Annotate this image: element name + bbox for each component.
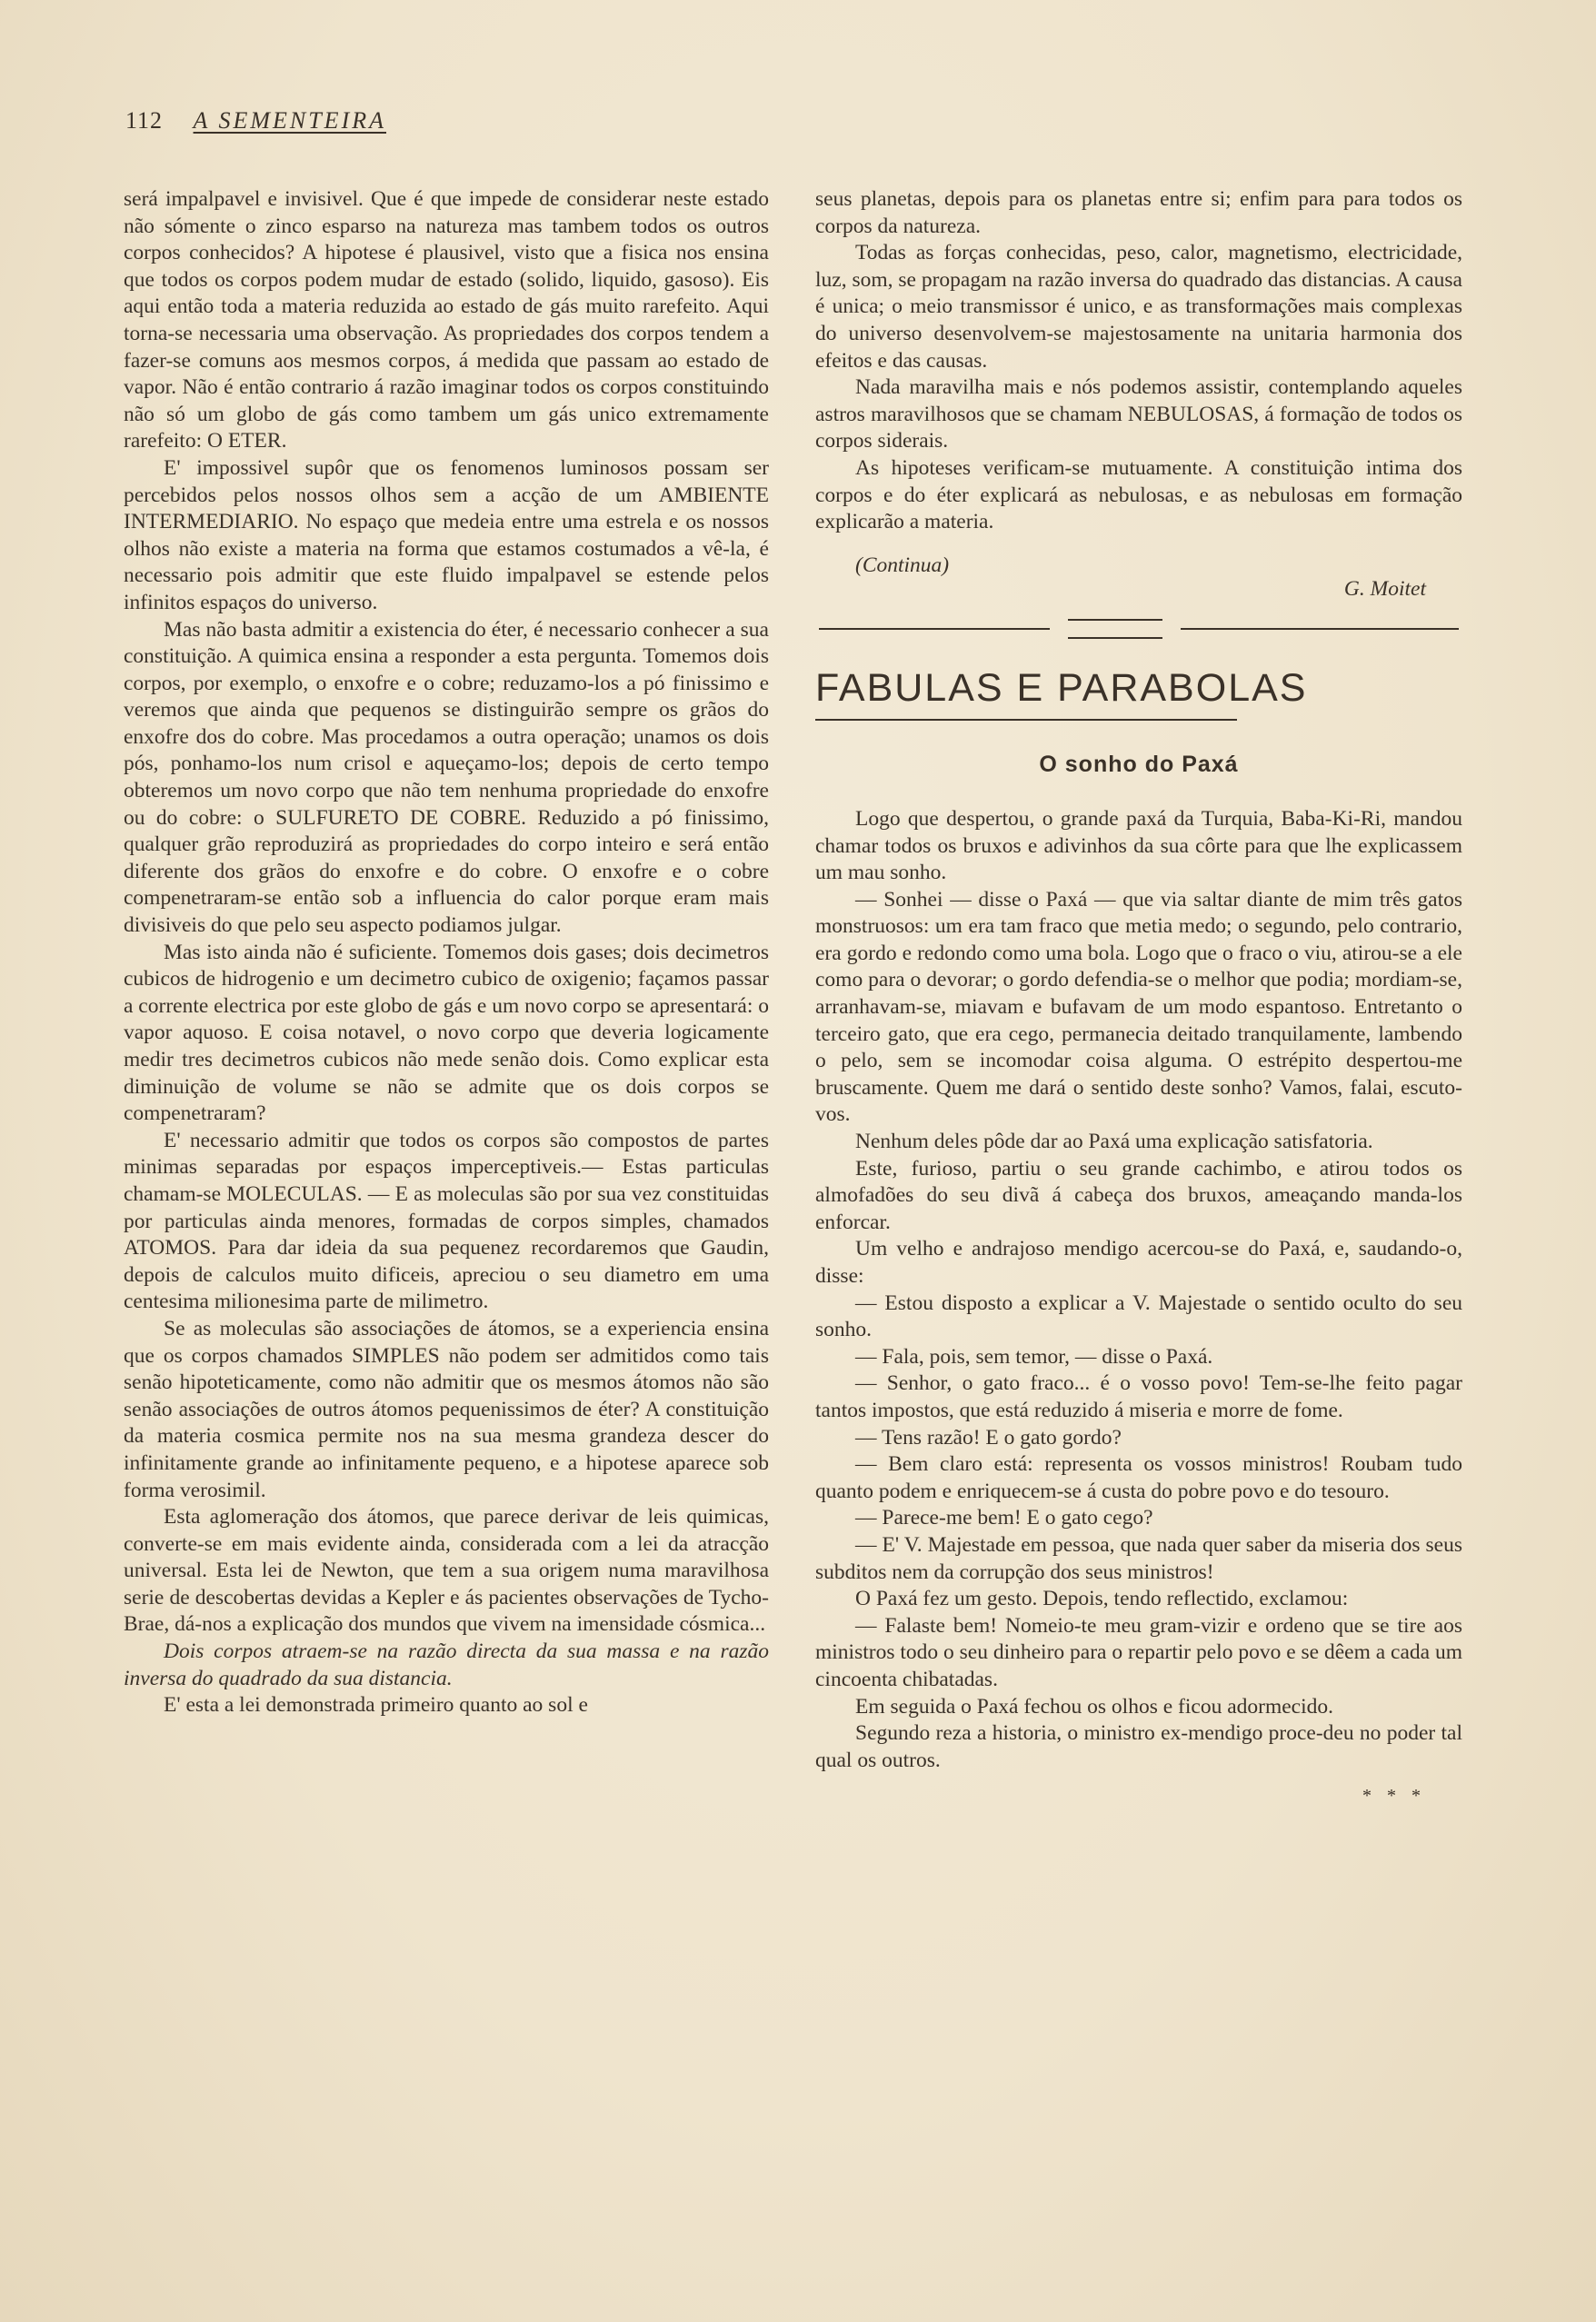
paragraph: E' esta a lei demonstrada primeiro quanto ao sol e <box>164 1693 588 1718</box>
journal-title: A SEMENTEIRA <box>193 107 386 134</box>
divider-rule <box>1181 628 1459 630</box>
paragraph: — Estou disposto a explicar a V. Majestade o sentido oculto do seu sonho. <box>815 1291 1462 1342</box>
paragraph: seus planetas, depois para os planetas entre si; enfim para para todos os corpos da natureza. <box>815 187 1462 238</box>
paragraph: O Paxá fez um gesto. Depois, tendo reflectido, exclamou: <box>855 1587 1349 1611</box>
paragraph: Nada maravilha mais e nós podemos assistir, contemplando aqueles astros maravilhosos que se chamam NEBULOSAS, á formação de todos os corpos siderais. <box>815 375 1462 453</box>
paragraph: Mas não basta admitir a existencia do éter, é necessario conhecer a sua constituição. A quimica ensina a responder a esta pergunta. Tomemos dois corpos, por exemplo, o enxofre e o cobre; reduzamo-los a pó finissimo e veremos que ainda que pequenos se distinguirão sempre os grãos do enxofre dos do cobre. Mas procedamos a outra operação; unamos os dois pós, ponhamo-los num crisol e aqueçamo-los; depois de certo tempo obteremos um novo corpo que não tem nenhuma propriedade do enxofre ou do cobre: o SULFURETO DE COBRE. Reduzido a pó finissimo, qualquer grão reproduzirá as propriedades do corpo inteiro e será então diferente dos grãos do enxofre e do cobre. O enxofre e o cobre compenetraram-se então sob a influencia do calor porque eram mais divisiveis do que pelo seu aspecto podiamos julgar. <box>124 617 769 938</box>
paragraph: — Senhor, o gato fraco... é o vosso povo! Tem-se-lhe feito pagar tantos impostos, que está reduzido á miseria e morre de fome. <box>815 1371 1462 1422</box>
article-footer <box>815 553 1462 601</box>
article-author: G. Moitet <box>1343 576 1426 601</box>
paragraph: As hipoteses verificam-se mutuamente. A constituição intima dos corpos e do éter explicará as nebulosas, e as nebulosas em formação explicarão a materia. <box>815 455 1462 534</box>
paragraph: Um velho e andrajoso mendigo acercou-se do Paxá, e, saudando-o, disse: <box>815 1237 1462 1288</box>
story-body <box>815 806 1462 1774</box>
article-continuation <box>815 186 1462 536</box>
divider-rule <box>819 628 1050 630</box>
paragraph: — Parece-me bem! E o gato cego? <box>855 1506 1153 1530</box>
paragraph: — E' V. Majestade em pessoa, que nada quer saber da miseria dos seus subditos nem da corrupção dos seus ministros! <box>815 1532 1462 1584</box>
paragraph: Segundo reza a historia, o ministro ex-mendigo proce-deu no poder tal qual os outros. <box>815 1721 1462 1772</box>
paragraph: Logo que despertou, o grande paxá da Turquia, Baba-Ki-Ri, mandou chamar todos os bruxos e adivinhos da sua côrte para que lhe explicassem um mau sonho. <box>815 806 1462 885</box>
paragraph: será impalpavel e invisivel. Que é que impede de considerar neste estado não sómente o zinco esparso na natureza mas tambem todos os outros corpos conhecidos? A hipotese é plausivel, visto que a fisica nos ensina que todos os corpos podem mudar de estado (solido, liquido, gasoso). Eis aqui então toda a materia reduzida ao estado de gás muito rarefeito. Aqui torna-se necessaria uma observação. As propriedades dos corpos tendem a fazer-se comuns aos mesmos corpos, á medida que passam ao estado de vapor. Não é então contrario á razão imaginar todos os corpos constituindo não só um globo de gás como tambem um gás unico extremamente rarefeito: O ETER. <box>124 187 769 453</box>
paragraph: Todas as forças conhecidas, peso, calor, magnetismo, electricidade, luz, som, se propagam na razão inversa do quadrado das distancias. A causa é unica; o meio transmissor é unico, e as transformações mais complexas do universo desenvolvem-se majestosamente na unitaria harmonia dos efeitos e das causas. <box>815 241 1462 373</box>
story-title: O sonho do Paxá <box>1039 752 1239 778</box>
right-column <box>815 186 1462 1810</box>
paragraph: Este, furioso, partiu o seu grande cachimbo, e atirou todos os almofadões do seu divã á cabeça dos bruxos, ameaçando manda-los enforcar. <box>815 1156 1462 1234</box>
end-mark: * * * <box>1362 1786 1426 1807</box>
paragraph: E' impossivel supôr que os fenomenos luminosos possam ser percebidos pelos nossos olhos sem a acção de um AMBIENTE INTERMEDIARIO. No espaço que medeia entre uma estrela e os nossos olhos não existe a materia na forma que estamos costumados a vê-la, é necessario pois admitir que este fluido impalpavel se estende pelos infinitos espaços do universo. <box>124 455 769 614</box>
section-title-underline <box>815 719 1237 721</box>
paragraph: Mas isto ainda não é suficiente. Tomemos dois gases; dois decimetros cubicos de hidrogenio e um decimetro cubico de oxigenio; façamos passar a corrente electrica por este globo de gás e um novo corpo se apresentará: o vapor aquoso. E coisa notavel, o novo corpo que deveria logicamente medir tres decimetros cubicos não mede senão dois. Como explicar esta diminuição de volume se não se admite que os dois corpos se compenetraram? <box>124 940 769 1126</box>
paragraph: — Sonhei — disse o Paxá — que via saltar diante de mim três gatos monstruosos: um era tam fraco que metia medo; o segundo, pelo contrario, era gordo e redondo como uma bola. Logo que o fraco o viu, atirou-se a ele como para o devorar; o gordo defendia-se o melhor que podia; mordiam-se, arranhavam-se, miavam e bufavam de um modo espantoso. Entretanto o terceiro gato, que era cego, permanecia deitado tranquilamente, lambendo o pelo, sem se incomodar coisa alguma. O estrépito despertou-me bruscamente. Quem me dará o sentido deste sonho? Vamos, falai, escuto-vos. <box>815 887 1462 1127</box>
paragraph: — Falaste bem! Nomeio-te meu gram-vizir e ordeno que se tire aos ministros todo o seu dinheiro para o repartir pelo povo e se dêem a cada um cincoenta chibatadas. <box>815 1613 1462 1691</box>
divider-rule <box>1068 637 1162 639</box>
section-title: FABULAS E PARABOLAS <box>815 666 1308 711</box>
paragraph: — Fala, pois, sem temor, — disse o Paxá. <box>855 1344 1213 1369</box>
continua-note: (Continua) <box>855 553 950 577</box>
section-divider <box>815 615 1462 641</box>
left-column <box>124 186 769 1719</box>
page-number: 112 <box>125 107 164 134</box>
paragraph: Dois corpos atraem-se na razão directa da sua massa e na razão inversa do quadrado da sua distancia. <box>124 1639 769 1690</box>
paragraph: Esta aglomeração dos átomos, que parece derivar de leis quimicas, converte-se em mais evidente ainda, considerada com a lei da atracção universal. Esta lei de Newton, que tem a sua origem numa maravilhosa serie de descobertas devidas a Kepler e ás pacientes observações de Tycho-Brae, dá-nos a explicação dos mundos que vivem na imensidade cósmica... <box>124 1505 769 1637</box>
paragraph: Se as moleculas são associações de átomos, se a experiencia ensina que os corpos chamados SIMPLES não podem ser admitidos como tais senão hipoteticamente, como não admitir que os mesmos átomos não são senão associações de outros átomos pequenissimos de éter? A constituição da materia cosmica permite nos na sua mesma grandeza descer do infinitamente grande ao infinitamente pequeno, e a hipotese aparece sob forma verosimil. <box>124 1316 769 1502</box>
page-header <box>125 107 386 135</box>
paragraph: — Tens razão! E o gato gordo? <box>855 1425 1122 1450</box>
paragraph: Nenhum deles pôde dar ao Paxá uma explicação satisfatoria. <box>855 1130 1373 1154</box>
paragraph: — Bem claro está: representa os vossos ministros! Roubam tudo quanto podem e enriquecem-se á custa do pobre povo e do tesouro. <box>815 1452 1462 1503</box>
paragraph: E' necessario admitir que todos os corpos são compostos de partes minimas separadas por espaços imperceptiveis.— Estas particulas chamam-se MOLECULAS. — E as moleculas são por sua vez constituidas por particulas ainda menores, formadas de corpos simples, chamados ATOMOS. Para dar ideia da sua pequenez recordaremos que Gaudin, depois de calculos muito dificeis, apreciou o seu diametro em uma centesima milionesima parte de milimetro. <box>124 1128 769 1314</box>
paragraph: Em seguida o Paxá fechou os olhos e ficou adormecido. <box>855 1694 1333 1719</box>
divider-rule <box>1068 619 1162 621</box>
